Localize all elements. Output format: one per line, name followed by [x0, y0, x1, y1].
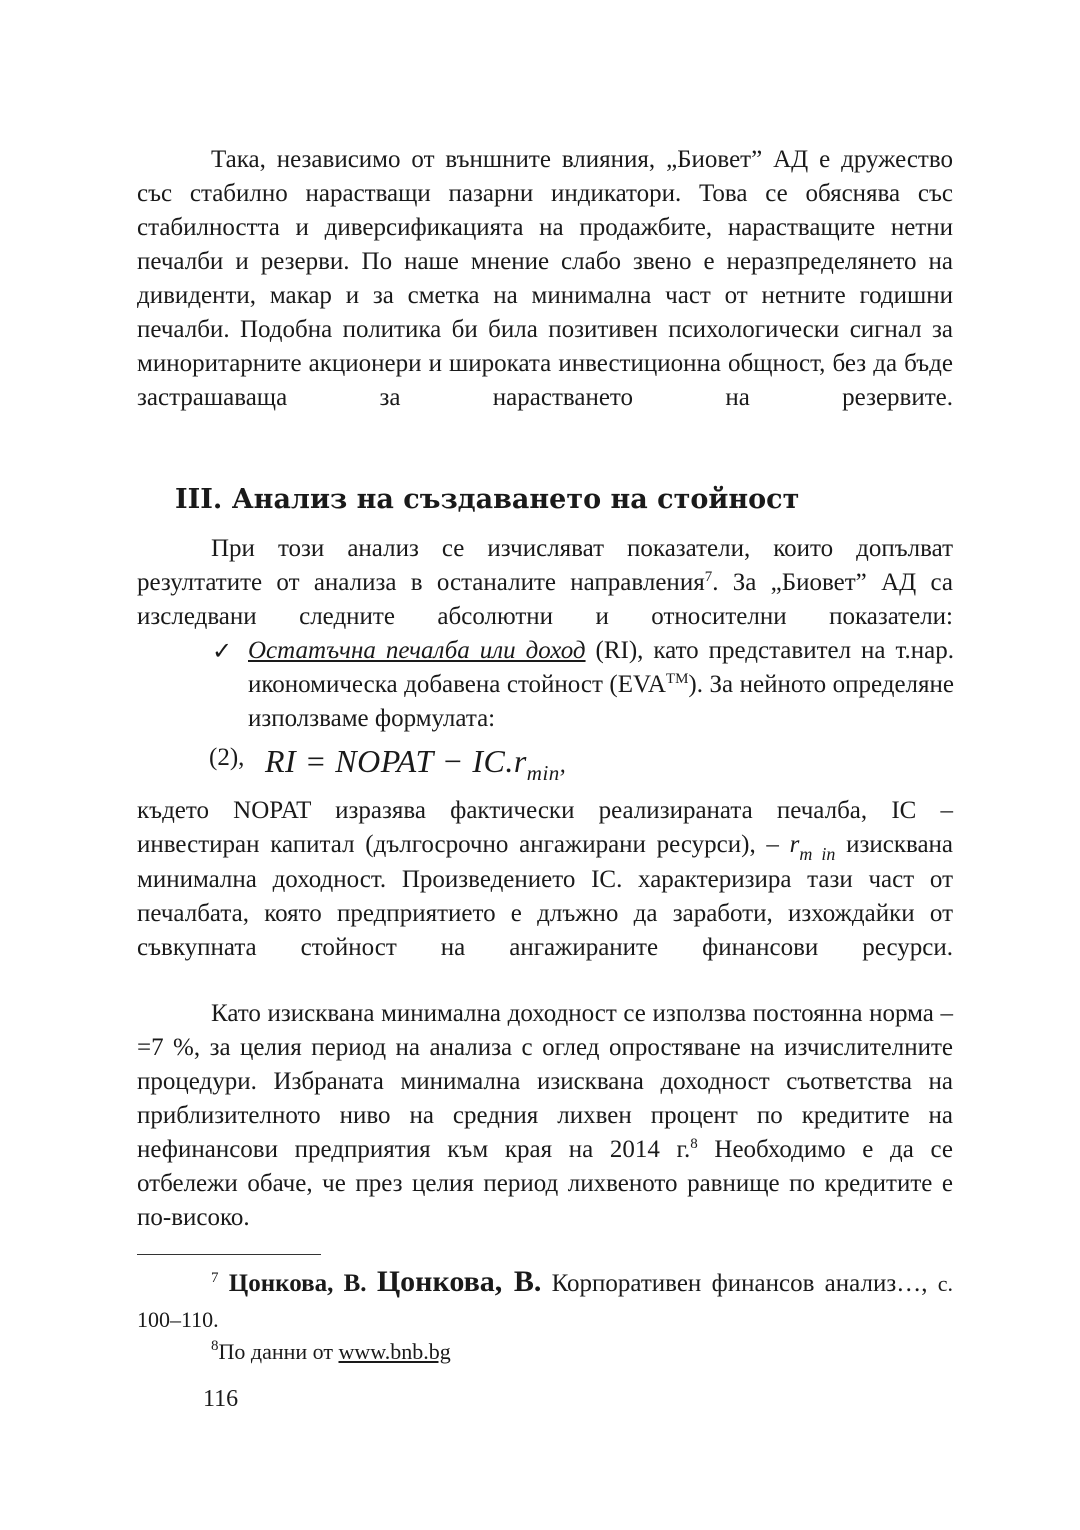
footnote-ref-7: 7 — [704, 569, 713, 585]
section-heading: III. Анализ на създаването на стойност — [175, 484, 800, 515]
bullet-term: Остатъчна печалба или доход — [248, 637, 586, 664]
footnote-7-pages: с. 100–110. — [137, 1271, 953, 1332]
paragraph-2-text-a: При този анализ се изчисляват показатели, които допълват резултатите от анализа в останалите направления — [137, 535, 953, 596]
paragraph-2-text-b: . За „Биовет” АД са изследвани следните абсолютни и относителни показатели: — [137, 569, 953, 630]
footnote-7-number: 7 — [211, 1270, 219, 1286]
bnb-link[interactable]: www.bnb.bg — [338, 1339, 451, 1364]
page-number: 116 — [203, 1386, 239, 1412]
paragraph-3 — [137, 794, 953, 999]
paragraph-3-text-a: където NOPAT изразява фактически реализираната печалба, IC – инвестиран капитал (дългосрочно ангажирани ресурси), – — [137, 797, 953, 858]
footnote-ref-8: 8 — [690, 1136, 698, 1152]
bullet-item — [212, 634, 954, 736]
paragraph-1: Така, независимо от външните влияния, „Биовет” АД е дружество със стабилно нарастващи пазарни индикатори. Това се обяснява със стабилността и диверсификацията на продажбите, нарастващите нетни печалби и резерви. По наше мнение слабо звено е неразпределянето на дивиденти, макар и за сметка на минимална част от нетните годишни печалби. Подобна политика би била позитивен психологически сигнал за миноритарните акционери и широката инвестиционна общност, без да бъде застрашаваща за нарастването на резервите. — [137, 146, 953, 411]
r-min-symbol — [789, 831, 836, 864]
bullet-text-a: (RI), като представител на т.нар. икономическа добавена стойност (EVA — [248, 637, 954, 698]
r-symbol: r — [789, 831, 800, 858]
formula-number: (2), — [209, 744, 245, 771]
footnote-8-number: 8 — [211, 1338, 219, 1354]
footnote-8 — [211, 1336, 451, 1368]
checkmark-icon: ✓ — [212, 637, 233, 665]
formula-trailing: , — [559, 752, 567, 778]
bullet-text — [248, 634, 954, 736]
footnote-divider — [137, 1254, 321, 1255]
footnote-7-author-a: Цонкова, В. — [228, 1270, 367, 1297]
formula-main: RI = NOPAT − IC.r — [265, 743, 527, 779]
formula-subscript: min — [526, 761, 560, 785]
formula-expression — [265, 743, 567, 785]
paragraph-4 — [137, 997, 953, 1235]
bullet-text-b: ). За нейното определяне използваме формулата: — [248, 671, 954, 732]
r-subscript: m in — [799, 844, 836, 864]
footnote-8-text: По данни от — [218, 1339, 339, 1364]
paragraph-3-text-b: изисквана минимална доходност. Произведението IC. характеризира тази част от печалбата, която предприятието е длъжно да заработи, изхождайки от съвкупната стойност на ангажираните финансови ресурси. — [137, 831, 954, 961]
footnote-7-author-b: Цонкова, В. — [376, 1265, 542, 1298]
body-text-top — [137, 143, 953, 449]
footnote-7 — [137, 1264, 953, 1338]
footnote-7-title: Корпоративен финансов анализ…, — [541, 1270, 938, 1297]
paragraph-4-text-b: Необходимо е да се отбележи обаче, че през целия период лихвеното равнище по кредитите е по-високо. — [137, 1136, 953, 1231]
trademark-sup: TM — [665, 671, 689, 687]
paragraph-4-text-a: Като изисквана минимална доходност се използва постоянна норма – =7 %, за целия период на анализа с оглед опростяване на изчислителните процедури. Избраната минимална изисквана доходност съответства на приблизителното ниво на средния лихвен процент по кредитите на нефинансови предприятия към края на 2014 г. — [137, 1000, 953, 1163]
